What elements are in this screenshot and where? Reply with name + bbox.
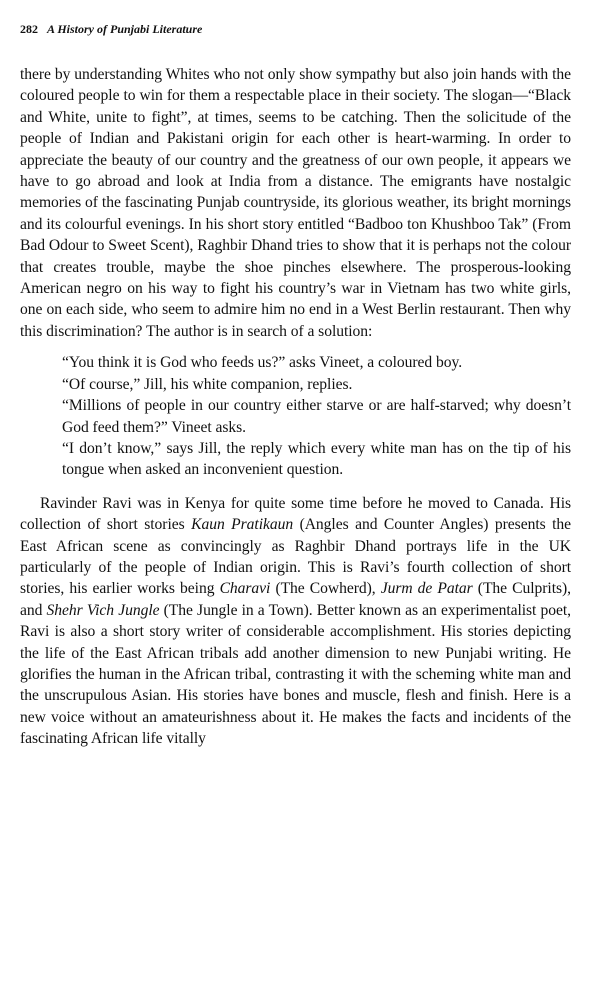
page-number: 282 [20,22,38,36]
quote-line: “Of course,” Jill, his white companion, replies. [62,375,353,393]
book-title-charavi: Charavi [219,580,271,598]
paragraph-2-text: (The Jungle in a Town). Better known as an experimentalist poet, Ravi is also a short story writer of considerable accomplishment. His stories depicting the life of the East African tribals add another dimension to new Punjabi writing. He glorifies the human in the African tribal, contrasting it with the scheming white man and the unscrupulous Asian. His stories have bones and muscle, flesh and finish. Here is a new voice without an amateurishness about it. He makes the facts and incidents of the fascinating African life vitally [20,601,571,748]
body-text [20,64,571,750]
dialogue-quote [62,352,571,480]
paragraph-2 [20,493,571,750]
running-title: A History of Punjabi Literature [47,22,203,36]
quote-line: “You think it is God who feeds us?” asks Vineet, a coloured boy. [62,354,463,372]
paragraph-2-text: (The Culprits), and [20,580,571,619]
paragraph-2-text: (Angles and Counter Angles) presents the East African scene as convincingly as Raghbir Dhand portrays life in the UK particularly of the people of Indian origin. This is Ravi’s fourth collection of short stories, his earlier works being [20,516,572,598]
paragraph-2-text: (The Cowherd), [270,580,381,598]
running-header [20,22,202,37]
book-title-jurm-de-patar: Jurm de Patar [380,580,473,598]
paragraph-2-text: Ravinder Ravi was in Kenya for quite some time before he moved to Canada. His collection of short stories [20,494,571,534]
paragraph-1: there by understanding Whites who not only show sympathy but also join hands with the coloured people to win for them a respectable place in their society. The slogan—“Black and White, unite to fight”, at times, seems to be catching. Then the solicitude of the people of Indian and Pakistani origin for each other is heart-warming. In order to appreciate the beauty of our country and the greatness of our own people, it appears we have to go abroad and look at India from a distance. The emigrants have nostalgic memories of the fascinating Punjab countryside, its glorious weather, its bright mornings and its colourful evenings. In his short story entitled “Badboo ton Khushboo Tak” (From Bad Odour to Sweet Scent), Raghbir Dhand tries to show that it is perhaps not the colour that creates trouble, maybe the shoe pinches elsewhere. The prosperous-looking American negro on his way to fight his country’s war in Vietnam has two white girls, one on each side, who seem to admire him no end in a West Berlin restaurant. Then why this discrimination? The author is in search of a solution: [20,66,571,340]
book-title-kaun-pratikaun: Kaun Pratikaun [191,516,294,534]
quote-line: “Millions of people in our country either starve or are half-starved; why doesn’t God feed them?” Vineet asks. [62,397,571,436]
book-title-shehr-vich-jungle: Shehr Vich Jungle [46,601,160,619]
quote-line: “I don’t know,” says Jill, the reply which every white man has on the tip of his tongue when asked an inconvenient question. [62,439,571,479]
